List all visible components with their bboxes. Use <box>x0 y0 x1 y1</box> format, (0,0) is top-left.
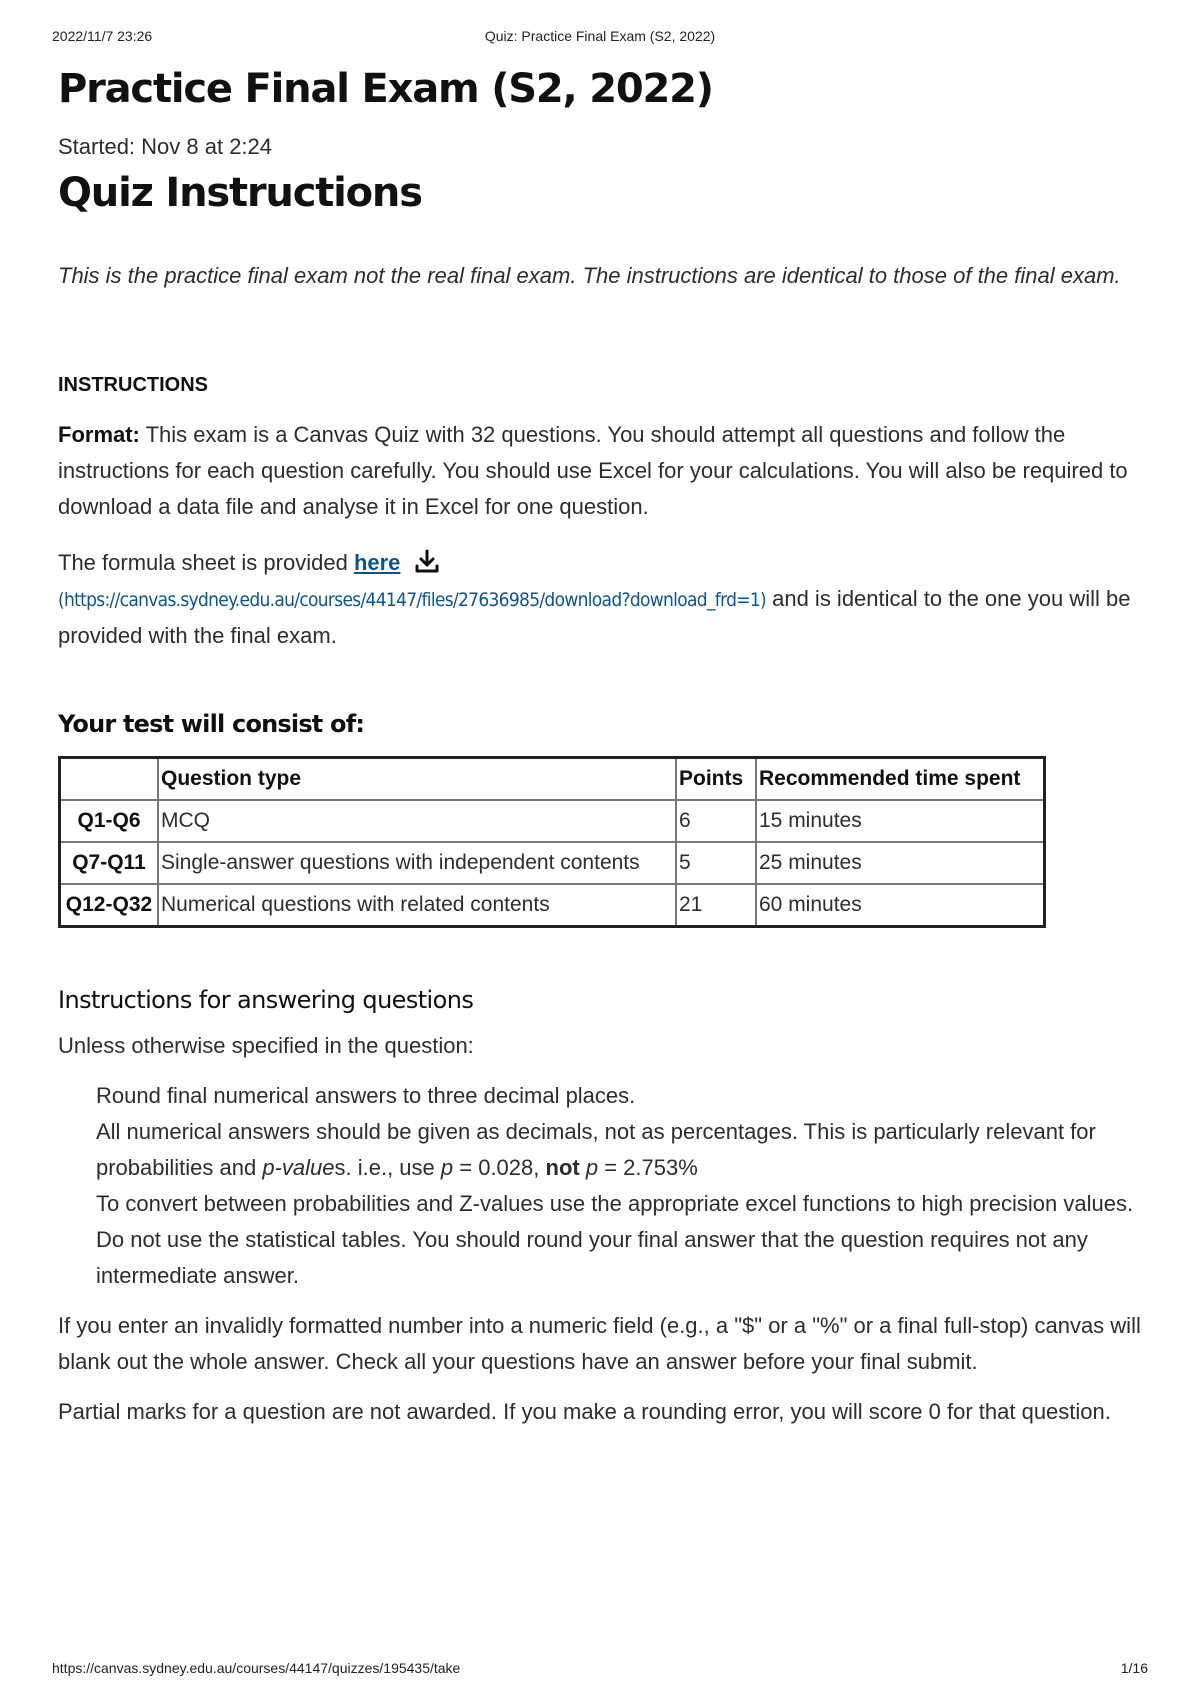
invalid-note: If you enter an invalidly formatted number into a numeric field (e.g., a "$" or a "%" or a final full-stop) canvas will blank out the whole answer. Check all your questions have an answer before your final submit. <box>58 1313 1141 1374</box>
rule-convert: To convert between probabilities and Z-values use the appropriate excel functions to high precision values. Do not use the statistical tables. You should round your final answer that the question requires not any intermediate answer. <box>96 1191 1134 1288</box>
intro-note: This is the practice final exam not the real final exam. The instructions are identical to those of the final exam. <box>58 263 1121 288</box>
formula-suffix: and is identical to the one you will be provided with the final exam. <box>58 586 1131 648</box>
table-row <box>60 842 1045 884</box>
table-header-points: Points <box>676 758 756 801</box>
table-row <box>60 800 1045 842</box>
row-time: 60 minutes <box>756 884 1045 927</box>
started-timestamp: Started: Nov 8 at 2:24 <box>58 134 273 159</box>
row-points: 6 <box>676 800 756 842</box>
row-type: Single-answer questions with independent contents <box>158 842 676 884</box>
instructions-heading: INSTRUCTIONS <box>58 374 208 396</box>
row-range: Q7-Q11 <box>60 842 159 884</box>
quiz-content <box>58 62 1148 1430</box>
partial-note: Partial marks for a question are not awarded. If you make a rounding error, you will score 0 for that question. <box>58 1399 1111 1424</box>
format-label: Format: <box>58 422 140 447</box>
page-number: 1/16 <box>1120 1660 1148 1676</box>
unless-paragraph: Unless otherwise specified in the question: <box>58 1033 474 1058</box>
table-header-blank <box>60 758 159 801</box>
row-type: Numerical questions with related contents <box>158 884 676 927</box>
print-footer <box>52 1660 1148 1680</box>
row-type: MCQ <box>158 800 676 842</box>
rule-round: Round final numerical answers to three decimal places. <box>96 1083 636 1108</box>
format-text: This exam is a Canvas Quiz with 32 questions. You should attempt all questions and follow the instructions for each question carefully. You should use Excel for your calculations. You will also be required to download a data file and analyse it in Excel for one question. <box>58 422 1128 519</box>
formula-url[interactable]: (https://canvas.sydney.edu.au/courses/44147/files/27636985/download?download_frd=1) <box>58 589 766 611</box>
row-points: 21 <box>676 884 756 927</box>
print-title: Quiz: Practice Final Exam (S2, 2022) <box>484 28 716 44</box>
quiz-instructions-title: Quiz Instructions <box>58 170 422 216</box>
row-time: 15 minutes <box>756 800 1045 842</box>
question-table <box>58 756 1046 928</box>
table-header-row <box>60 758 1045 801</box>
table-header-type: Question type <box>158 758 676 801</box>
table-row <box>60 884 1045 927</box>
formula-prefix: The formula sheet is provided <box>58 550 354 575</box>
print-header <box>52 28 1148 48</box>
print-url: https://canvas.sydney.edu.au/courses/44147/quizzes/195435/take <box>52 1660 461 1676</box>
download-icon[interactable] <box>414 549 440 575</box>
row-points: 5 <box>676 842 756 884</box>
row-time: 25 minutes <box>756 842 1045 884</box>
page-title: Practice Final Exam (S2, 2022) <box>58 66 713 112</box>
rules-list <box>58 1078 1148 1294</box>
print-datetime: 2022/11/7 23:26 <box>52 28 153 44</box>
test-consist-heading: Your test will consist of: <box>58 710 365 738</box>
row-range: Q12-Q32 <box>60 884 159 927</box>
format-paragraph <box>58 417 1148 525</box>
formula-sheet-link[interactable]: here <box>353 550 401 575</box>
formula-paragraph <box>58 545 1148 654</box>
rule-decimals: All numerical answers should be given as decimals, not as percentages. This is particularly relevant for probabilities and p-values. i.e., use p = 0.028, not p = 2.753% <box>96 1119 1096 1180</box>
row-range: Q1-Q6 <box>60 800 159 842</box>
table-header-time: Recommended time spent <box>756 758 1045 801</box>
answering-heading: Instructions for answering questions <box>58 986 474 1014</box>
